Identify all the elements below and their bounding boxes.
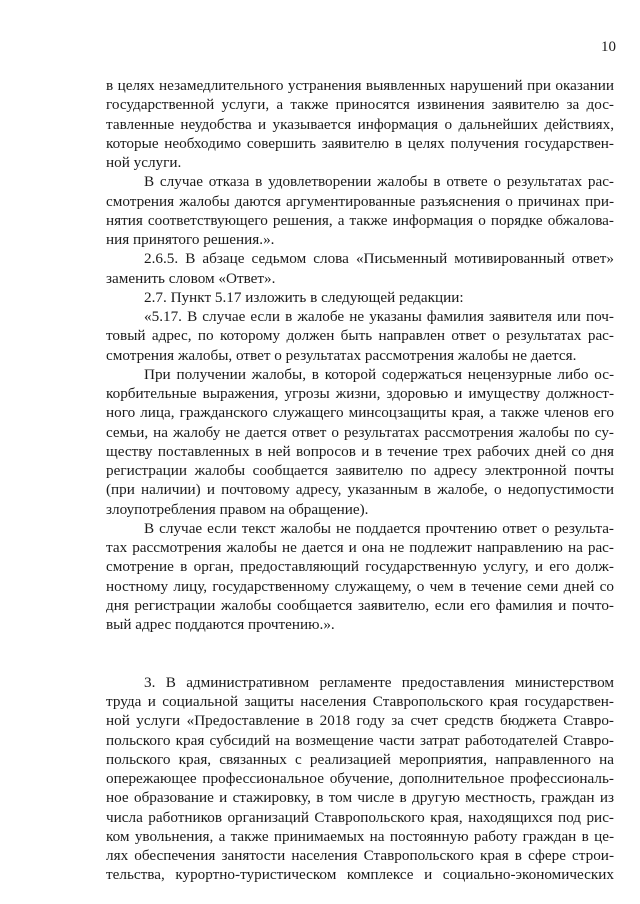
document-body [106, 76, 614, 885]
paragraph-refusal [106, 172, 614, 249]
text-line: опережающее профессиональное обучение, дополнительное профессиональ- [106, 770, 614, 787]
text-line: регистрации жалобы сообщается заявителю по адресу электронной почты [106, 462, 614, 479]
text-line: При получении жалобы, в которой содержаться нецензурные либо ос- [144, 365, 614, 383]
text-line: ной услуги «Предоставление в 2018 году за счет средств бюджета Ставро- [106, 712, 614, 730]
text-line: 2.6.5. В абзаце седьмом слова «Письменный мотивированный ответ» [144, 250, 614, 268]
paragraph-continuation [106, 76, 614, 172]
text-line: труда и социальной защиты населения Ставропольского края государствен- [106, 693, 614, 710]
text-line: В случае если текст жалобы не поддается прочтению ответ о результа- [144, 519, 614, 537]
text-line: смотрение в орган, предоставляющий государственную услугу, и его долж- [106, 558, 614, 576]
paragraph-unreadable-complaint [106, 519, 614, 635]
paragraph-2-7 [106, 288, 614, 307]
text-line: польского края субсидий на возмещение части затрат работодателей Ставро- [106, 731, 614, 749]
text-line: тах рассмотрения жалобы не дается и она не подлежит направлению на рас- [106, 539, 614, 556]
paragraph-2-6-5 [106, 249, 614, 288]
text-line: 3. В административном регламенте предоставления министерством [144, 673, 614, 691]
paragraph-section-3 [106, 673, 614, 885]
text-line: нятия соответствующего решения, а также информация о порядке обжалова- [106, 211, 614, 229]
text-line: корбительные выражения, угрозы жизни, здоровью и имуществу должност- [106, 385, 614, 402]
text-line: смотрения жалобы даются аргументированные разъяснения о причинах при- [106, 192, 614, 210]
text-line: лях обеспечения занятости населения Ставропольского края в сфере строи- [106, 847, 614, 864]
text-line: ния принятого решения.». [106, 231, 275, 248]
paragraph-offensive-complaint [106, 365, 614, 519]
paragraph-gap [106, 634, 614, 673]
text-line: тельства, курортно-туристическом комплексе и социально-экономических [106, 866, 614, 884]
text-line: числа работников организаций Ставропольского края, находящихся под рис- [106, 808, 614, 826]
text-line: товый адрес, по которому должен быть направлен ответ о результатах рас- [106, 327, 614, 345]
text-line: 2.7. Пункт 5.17 изложить в следующей редакции: [144, 288, 464, 306]
text-line: которые необходимо совершить заявителю в целях получения государствен- [106, 134, 614, 152]
paragraph-5-17 [106, 307, 614, 365]
text-line: ного лица, гражданского служащего минсоцзащиты края, а также членов его [106, 404, 614, 422]
text-line: «5.17. В случае если в жалобе не указаны фамилия заявителя или поч- [144, 308, 614, 325]
text-line: ностному лицу, государственному служащему, о чем в течение семи дней со [106, 577, 614, 595]
text-line: дня регистрации жалобы сообщается заявителю, если его фамилия и почто- [106, 596, 614, 614]
text-line: ное образование и стажировку, в том числе в другую местность, граждан из [106, 789, 614, 807]
text-line: ществу поставленных в ней вопросов и в течение трех рабочих дней со дня [106, 442, 614, 460]
text-line: (при наличии) и почтовому адресу, указанным в жалобе, о недопустимости [106, 481, 614, 499]
text-line: злоупотребления правом на обращение). [106, 500, 369, 518]
text-line: вый адрес поддаются прочтению.». [106, 616, 335, 633]
text-line: в целях незамедлительного устранения выявленных нарушений при оказании [106, 77, 614, 94]
text-line: государственной услуги, а также приносятся извинения заявителю за дос- [106, 96, 614, 114]
text-line: заменить словом «Ответ». [106, 269, 276, 287]
text-line: тавленные неудобства и указывается информация о дальнейших действиях, [106, 115, 614, 133]
text-line: ной услуги. [106, 154, 182, 171]
page-number: 10 [601, 39, 616, 55]
text-line: смотрения жалобы, ответ о результатах рассмотрения жалобы не дается. [106, 346, 577, 364]
text-line: В случае отказа в удовлетворении жалобы в ответе о результатах рас- [144, 173, 614, 191]
text-line: ком увольнения, а также принимаемых на постоянную работу граждан в це- [106, 827, 614, 845]
text-line: польского края, связанных с реализацией мероприятия, направленного на [106, 750, 614, 768]
text-line: семьи, на жалобу не дается ответ о результатах рассмотрения жалобы по су- [106, 423, 614, 441]
